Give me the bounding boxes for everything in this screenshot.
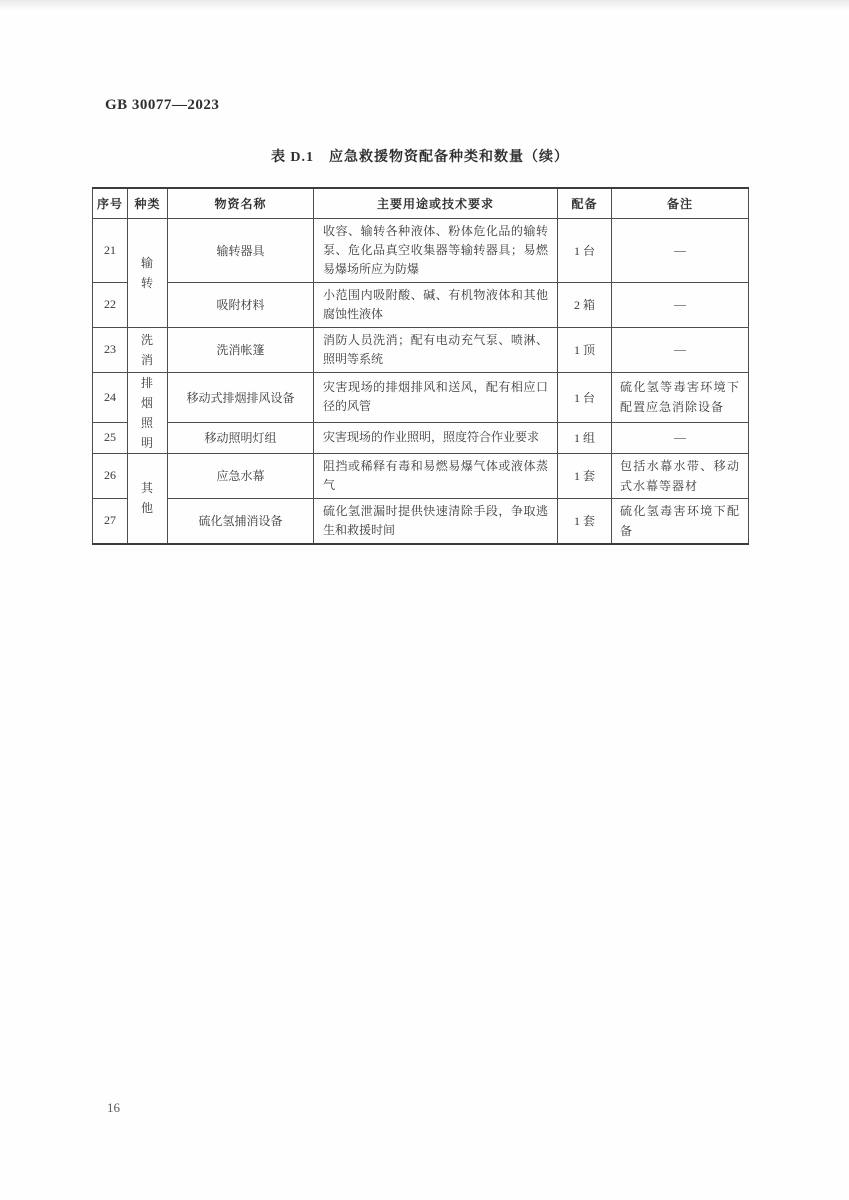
use-cell: 消防人员洗消；配有电动充气泵、喷淋、照明等系统 [314,327,558,372]
seq-cell: 22 [93,282,128,327]
note-cell: 包括水幕水带、移动式水幕等器材 [612,453,749,498]
qty-cell: 1 组 [558,423,612,453]
table-row [93,372,749,423]
qty-cell: 1 套 [558,453,612,498]
qty-cell: 1 套 [558,498,612,544]
note-cell: — [612,218,749,282]
table-row [93,327,749,372]
col-header-category: 种类 [128,188,168,218]
col-header-use: 主要用途或技术要求 [314,188,558,218]
qty-cell: 1 台 [558,218,612,282]
qty-cell: 2 箱 [558,282,612,327]
use-cell: 收容、输转各种液体、粉体危化品的输转泵、危化品真空收集器等输转器具；易燃易爆场所应为防爆 [314,218,558,282]
name-cell: 移动照明灯组 [168,423,314,453]
name-cell: 洗消帐篷 [168,327,314,372]
seq-cell: 26 [93,453,128,498]
table-row [93,498,749,544]
name-cell: 输转器具 [168,218,314,282]
note-cell: 硫化氢毒害环境下配备 [612,498,749,544]
seq-cell: 27 [93,498,128,544]
name-cell: 硫化氢捕消设备 [168,498,314,544]
table-row [93,423,749,453]
header-row [93,188,749,218]
note-cell: — [612,282,749,327]
table-row [93,453,749,498]
category-cell: 其他 [128,453,168,544]
category-cell: 输转 [128,218,168,327]
col-header-note: 备注 [612,188,749,218]
name-cell: 吸附材料 [168,282,314,327]
standard-code: GB 30077—2023 [105,97,220,113]
qty-cell: 1 台 [558,372,612,423]
seq-cell: 24 [93,372,128,423]
note-cell: 硫化氢等毒害环境下配置应急消除设备 [612,372,749,423]
category-cell: 排烟照明 [128,372,168,453]
col-header-qty: 配备 [558,188,612,218]
seq-cell: 25 [93,423,128,453]
name-cell: 应急水幕 [168,453,314,498]
col-header-seq: 序号 [93,188,128,218]
page-number: 16 [107,1100,120,1115]
scan-edge [0,0,849,10]
qty-cell: 1 顶 [558,327,612,372]
use-cell: 硫化氢泄漏时提供快速清除手段，争取逃生和救援时间 [314,498,558,544]
use-cell: 小范围内吸附酸、碱、有机物液体和其他腐蚀性液体 [314,282,558,327]
note-cell: — [612,423,749,453]
use-cell: 灾害现场的排烟排风和送风，配有相应口径的风管 [314,372,558,423]
name-cell: 移动式排烟排风设备 [168,372,314,423]
table-row [93,282,749,327]
use-cell: 阻挡或稀释有毒和易燃易爆气体或液体蒸气 [314,453,558,498]
col-header-name: 物资名称 [168,188,314,218]
supplies-table [92,187,749,545]
use-cell: 灾害现场的作业照明，照度符合作业要求 [314,423,558,453]
seq-cell: 21 [93,218,128,282]
category-cell: 洗消 [128,327,168,372]
table-row [93,218,749,282]
table-title: 表 D.1 应急救援物资配备种类和数量（续） [270,150,570,165]
seq-cell: 23 [93,327,128,372]
note-cell: — [612,327,749,372]
